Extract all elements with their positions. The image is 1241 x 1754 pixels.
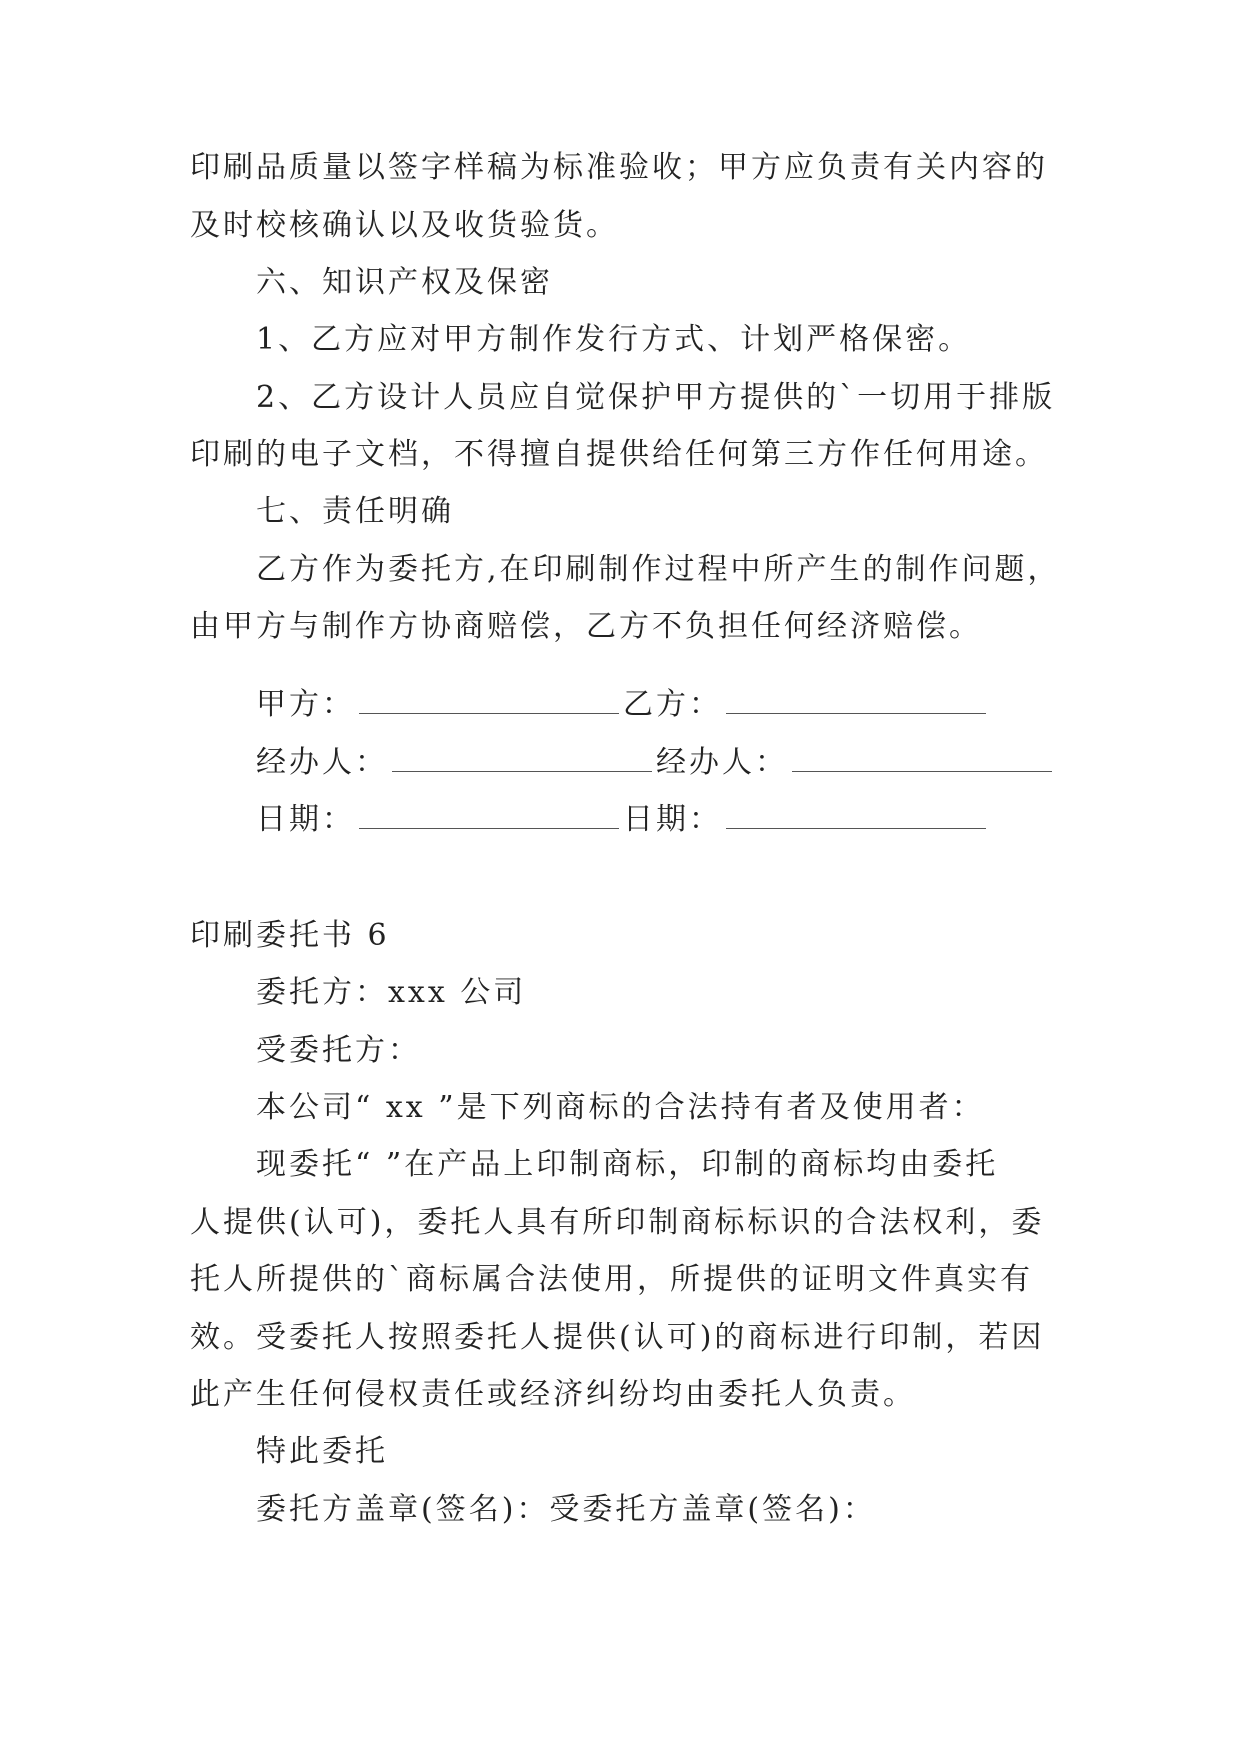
signature-row-date: [256, 800, 990, 840]
party-a-blank[interactable]: [359, 691, 619, 714]
party-b-blank[interactable]: [726, 691, 986, 714]
date-b-blank[interactable]: [726, 806, 986, 829]
paragraph-quality-line-2: 及时校核确认以及收货验货。: [190, 208, 619, 243]
signature-row-handler: [256, 743, 1056, 783]
principal-line: 委托方：xxx 公司: [256, 975, 527, 1010]
signature-row-party: [256, 685, 990, 725]
date-b-label: 日期：: [623, 802, 722, 837]
body-line-1: 现委托“ ”在产品上印制商标，印制的商标均由委托: [256, 1147, 999, 1182]
clause-item-1: 1、乙方应对甲方制作发行方式、计划严格保密。: [256, 322, 972, 357]
handler-b-label: 经办人：: [656, 745, 788, 780]
responsibility-line-2: 由甲方与制作方协商赔偿，乙方不负担任何经济赔偿。: [190, 609, 982, 644]
responsibility-line-1: 乙方作为委托方,在印刷制作过程中所产生的制作问题，: [256, 552, 1061, 587]
party-a-label: 甲方：: [256, 687, 355, 722]
body-line-5: 此产生任何侵权责任或经济纠纷均由委托人负责。: [190, 1377, 916, 1412]
clause-item-2-line-1: 2、乙方设计人员应自觉保护甲方提供的`一切用于排版: [256, 380, 1056, 415]
heading-ip-confidentiality: 六、知识产权及保密: [256, 265, 553, 300]
date-a-blank[interactable]: [359, 806, 619, 829]
clause-item-2-line-2: 印刷的电子文档，不得擅自提供给任何第三方作任何用途。: [190, 437, 1048, 472]
closing-line: 特此委托: [256, 1434, 388, 1469]
agent-line: 受委托方：: [256, 1033, 421, 1068]
date-a-label: 日期：: [256, 802, 355, 837]
body-line-3: 托人所提供的`商标属合法使用，所提供的证明文件真实有: [190, 1262, 1033, 1297]
paragraph-quality-line-1: 印刷品质量以签字样稿为标准验收；甲方应负责有关内容的: [190, 150, 1048, 185]
handler-a-label: 经办人：: [256, 745, 388, 780]
section-title: 印刷委托书 6: [190, 918, 390, 953]
body-line-2: 人提供(认可)，委托人具有所印制商标标识的合法权利，委: [190, 1205, 1045, 1240]
heading-responsibility: 七、责任明确: [256, 494, 454, 529]
party-b-label: 乙方：: [623, 687, 722, 722]
body-line-4: 效。受委托人按照委托人提供(认可)的商标进行印制，若因: [190, 1320, 1045, 1355]
handler-a-blank[interactable]: [392, 749, 652, 772]
seal-line: 委托方盖章(签名)：受委托方盖章(签名)：: [256, 1492, 876, 1527]
handler-b-blank[interactable]: [792, 749, 1052, 772]
statement-line: 本公司“ xx ”是下列商标的合法持有者及使用者：: [256, 1090, 985, 1125]
